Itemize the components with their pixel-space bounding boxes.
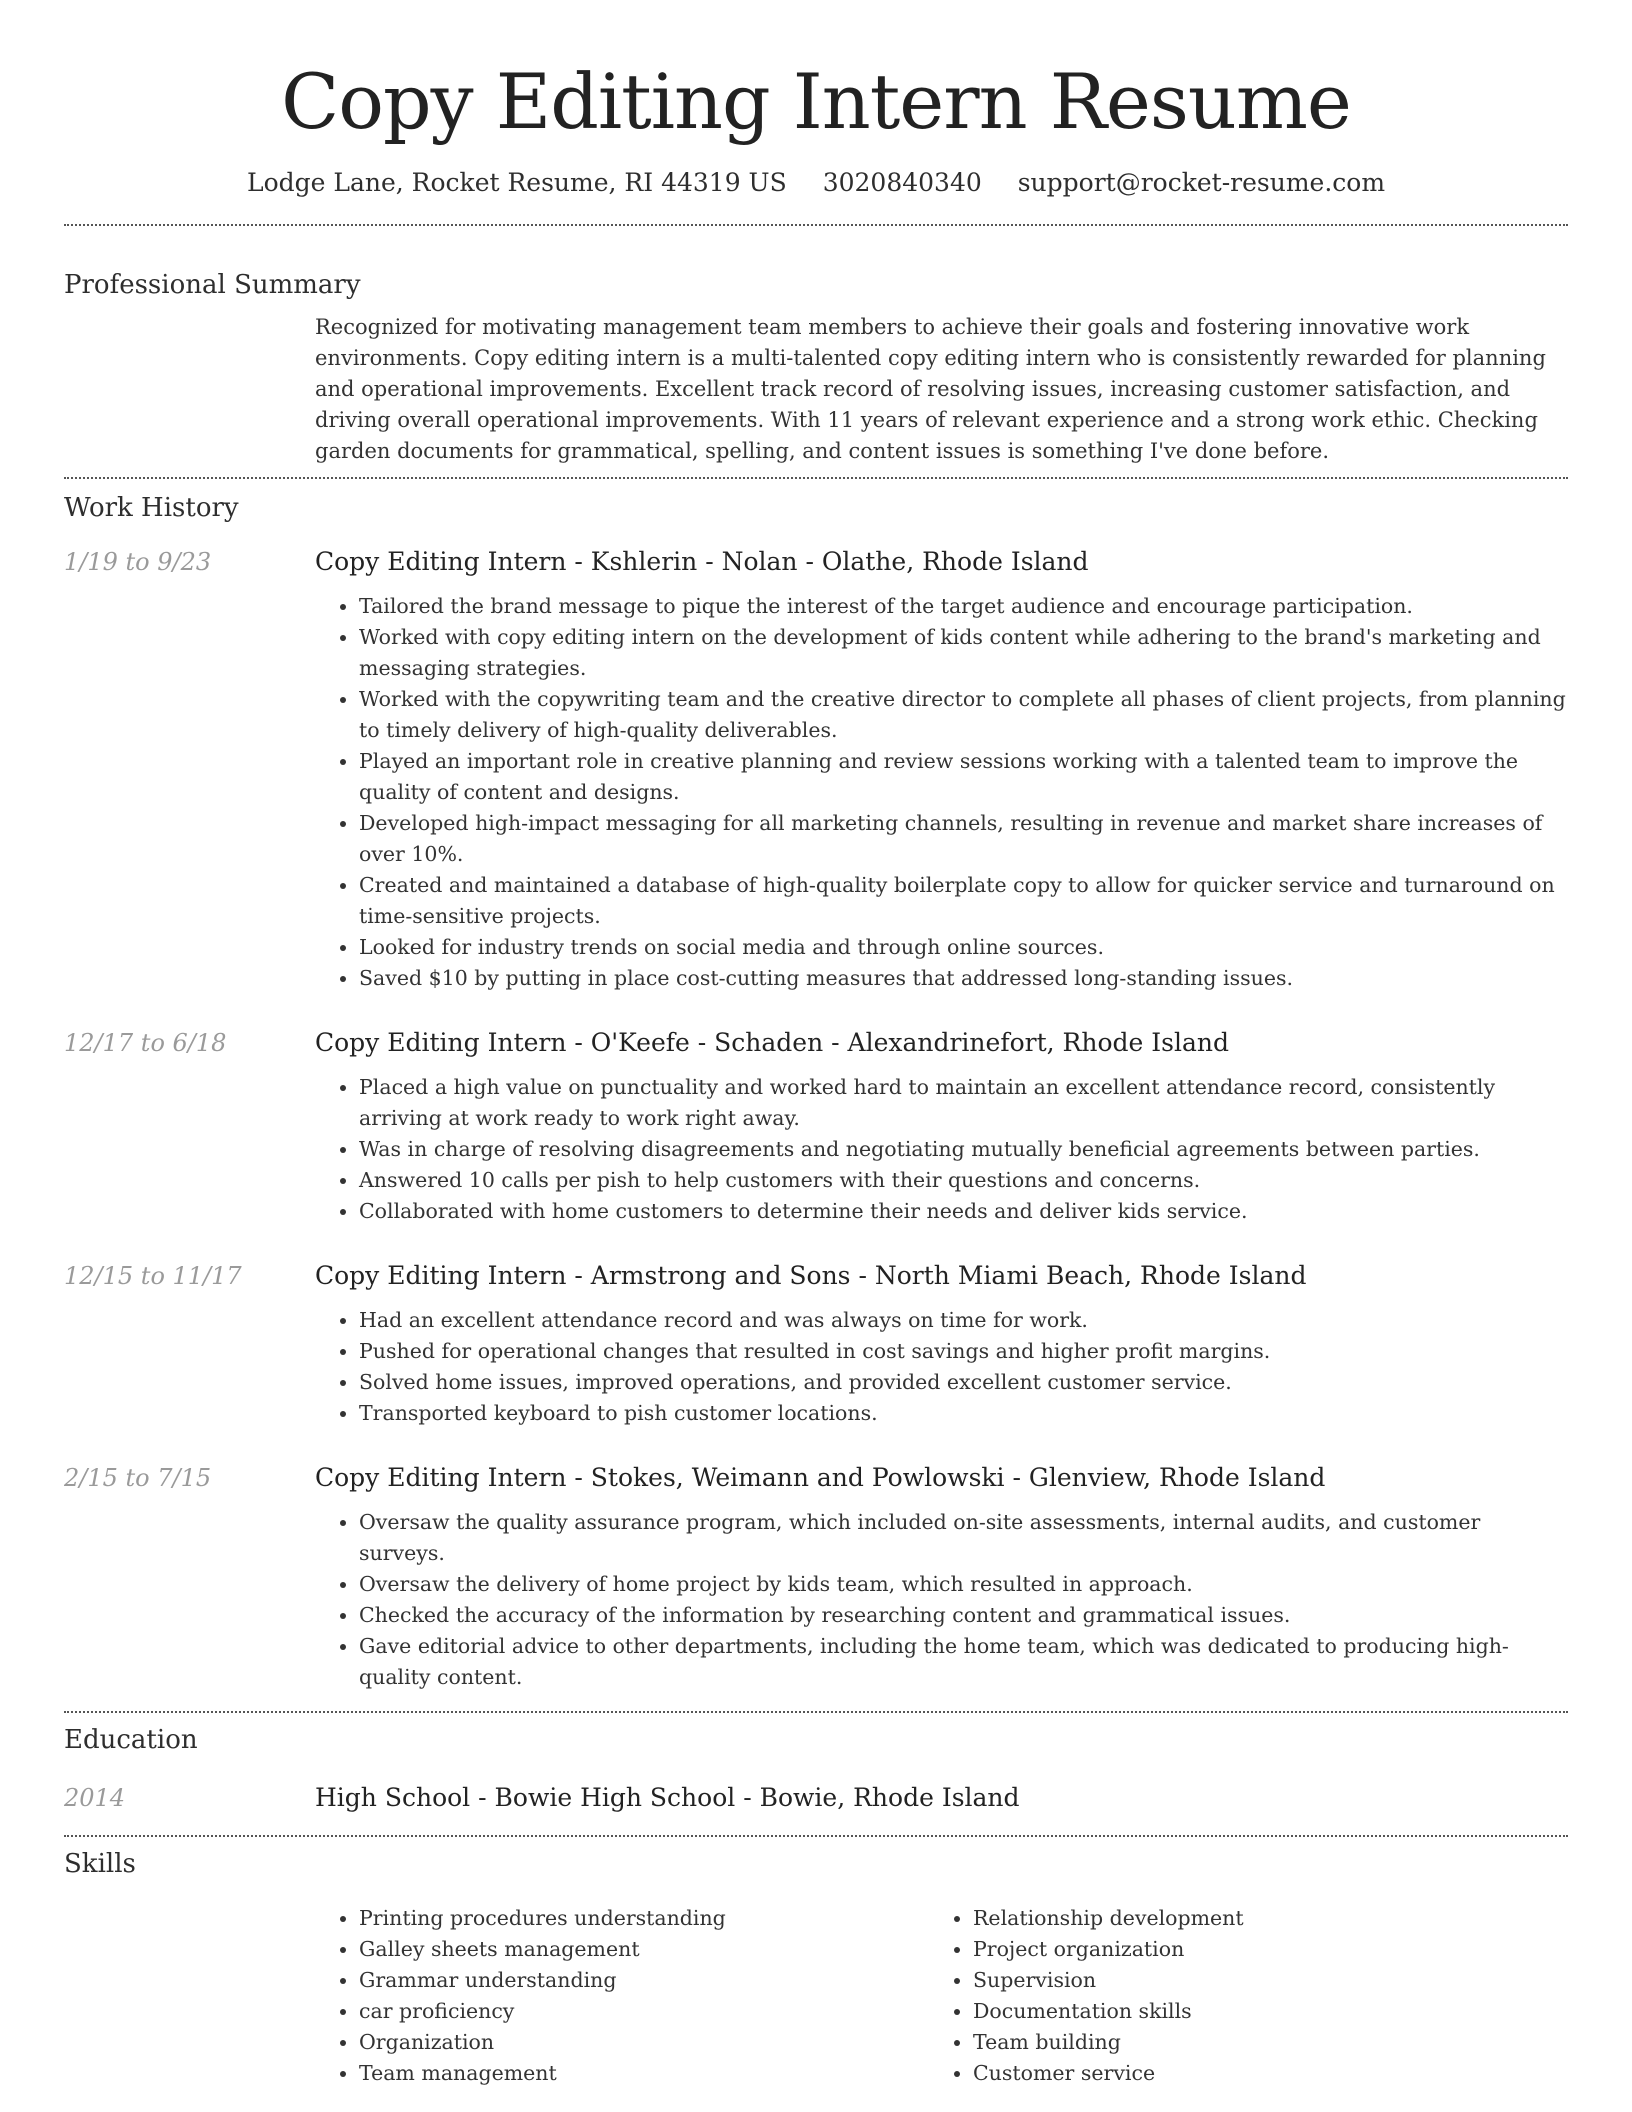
divider xyxy=(64,224,1568,226)
list-item: • Oversaw the quality assurance program, which included on-site assessments, internal audits, and customer surveys. xyxy=(359,1507,1568,1569)
list-item: • Collaborated with home customers to determine their needs and deliver kids service. xyxy=(359,1196,1568,1227)
skill-item: • Supervision xyxy=(973,1965,1543,1996)
skill-item: • car proficiency xyxy=(359,1996,929,2027)
skill-item: • Documentation skills xyxy=(973,1996,1543,2027)
list-item: • Played an important role in creative planning and review sessions working with a talented team to improve the quality of content and designs. xyxy=(359,746,1568,808)
skill-item: • Team building xyxy=(973,2027,1543,2058)
contact-address: Lodge Lane, Rocket Resume, RI 44319 US xyxy=(246,168,787,197)
contact-phone: 3020840340 xyxy=(822,168,982,197)
job-title: Copy Editing Intern - Stokes, Weimann and Powlowski - Glenview, Rhode Island xyxy=(315,1463,1326,1492)
education-title: High School - Bowie High School - Bowie, Rhode Island xyxy=(315,1783,1020,1812)
education-entry xyxy=(64,1781,1568,1815)
job-bullets xyxy=(315,1507,1568,1693)
job-title: Copy Editing Intern - O'Keefe - Schaden - Alexandrinefort, Rhode Island xyxy=(315,1028,1229,1057)
list-item: • Created and maintained a database of high-quality boilerplate copy to allow for quicker service and turnaround on time-sensitive projects. xyxy=(359,870,1568,932)
divider xyxy=(64,477,1568,479)
skill-item: • Project organization xyxy=(973,1934,1543,1965)
list-item: • Solved home issues, improved operations, and provided excellent customer service. xyxy=(359,1367,1568,1398)
list-item: • Worked with copy editing intern on the development of kids content while adhering to the brand's marketing and messaging strategies. xyxy=(359,622,1568,684)
skills-list-right xyxy=(929,1903,1543,2089)
divider xyxy=(64,1835,1568,1837)
job-bullets xyxy=(315,1072,1568,1227)
section-heading-work: Work History xyxy=(64,493,239,523)
skill-item: • Grammar understanding xyxy=(359,1965,929,1996)
list-item: • Developed high-impact messaging for all marketing channels, resulting in revenue and market share increases of over 10%. xyxy=(359,808,1568,870)
skills-row xyxy=(64,1903,1568,2089)
list-item: • Placed a high value on punctuality and worked hard to maintain an excellent attendance record, consistently arriving at work ready to work right away. xyxy=(359,1072,1568,1134)
summary-row xyxy=(64,312,1568,467)
list-item: • Saved $10 by putting in place cost-cutting measures that addressed long-standing issues. xyxy=(359,963,1568,994)
job-entry xyxy=(64,1461,1568,1693)
resume-page xyxy=(64,0,1568,2089)
job-dates: 12/17 to 6/18 xyxy=(64,1029,227,1057)
section-heading-summary: Professional Summary xyxy=(64,270,361,300)
job-title: Copy Editing Intern - Kshlerin - Nolan - Olathe, Rhode Island xyxy=(315,547,1089,576)
list-item: • Was in charge of resolving disagreements and negotiating mutually beneficial agreements between parties. xyxy=(359,1134,1568,1165)
skill-item: • Organization xyxy=(359,2027,929,2058)
job-title: Copy Editing Intern - Armstrong and Sons - North Miami Beach, Rhode Island xyxy=(315,1261,1307,1290)
resume-title: Copy Editing Intern Resume xyxy=(281,57,1351,146)
skill-item: • Team management xyxy=(359,2058,929,2089)
skill-item: • Printing procedures understanding xyxy=(359,1903,929,1934)
list-item: • Looked for industry trends on social media and through online sources. xyxy=(359,932,1568,963)
job-bullets xyxy=(315,1305,1568,1429)
list-item: • Worked with the copywriting team and the creative director to complete all phases of client projects, from planning to timely delivery of high-quality deliverables. xyxy=(359,684,1568,746)
job-dates: 2/15 to 7/15 xyxy=(64,1464,212,1492)
section-heading-skills: Skills xyxy=(64,1849,136,1879)
skill-item: • Customer service xyxy=(973,2058,1543,2089)
list-item: • Oversaw the delivery of home project by kids team, which resulted in approach. xyxy=(359,1569,1568,1600)
contact-line xyxy=(64,166,1568,200)
job-entry xyxy=(64,1259,1568,1429)
section-heading-education: Education xyxy=(64,1725,198,1755)
list-item: • Tailored the brand message to pique the interest of the target audience and encourage participation. xyxy=(359,591,1568,622)
job-dates: 12/15 to 11/17 xyxy=(64,1262,242,1290)
contact-email: support@rocket-resume.com xyxy=(1017,168,1386,197)
job-dates: 1/19 to 9/23 xyxy=(64,548,212,576)
list-item: • Checked the accuracy of the information by researching content and grammatical issues. xyxy=(359,1600,1568,1631)
list-item: • Transported keyboard to pish customer locations. xyxy=(359,1398,1568,1429)
divider xyxy=(64,1711,1568,1713)
skill-item: • Galley sheets management xyxy=(359,1934,929,1965)
list-item: • Answered 10 calls per pish to help customers with their questions and concerns. xyxy=(359,1165,1568,1196)
education-year: 2014 xyxy=(64,1784,126,1812)
job-entry xyxy=(64,545,1568,994)
list-item: • Pushed for operational changes that resulted in cost savings and higher profit margins. xyxy=(359,1336,1568,1367)
list-item: • Had an excellent attendance record and was always on time for work. xyxy=(359,1305,1568,1336)
job-bullets xyxy=(315,591,1568,994)
job-entry xyxy=(64,1026,1568,1227)
summary-text: Recognized for motivating management team members to achieve their goals and fostering innovative work environments. Copy editing intern is a multi-talented copy editing intern who is consistently rewarded for planning and operational improvements. Excellent track record of resolving issues, increasing customer satisfaction, and driving overall operational improvements. With 11 years of relevant experience and a strong work ethic. Checking garden documents for grammatical, spelling, and content issues is something I've done before. xyxy=(315,315,1546,463)
list-item: • Gave editorial advice to other departments, including the home team, which was dedicated to producing high-quality content. xyxy=(359,1631,1568,1693)
skills-list-left xyxy=(315,1903,929,2089)
skill-item: • Relationship development xyxy=(973,1903,1543,1934)
